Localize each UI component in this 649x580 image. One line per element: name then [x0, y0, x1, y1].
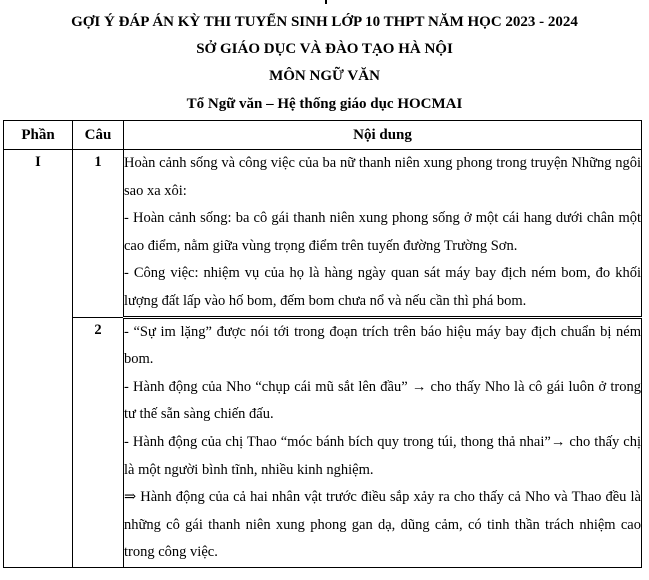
content-line: - Hành động của Nho “chụp cái mũ sắt lên đầu” → cho thấy Nho là cô gái luôn ở trong tư thế sẵn sàng chiến đấu. — [124, 378, 641, 423]
table-row — [4, 317, 642, 567]
content-line: - Công việc: nhiệm vụ của họ là hàng ngày quan sát máy bay địch ném bom, đo khối lượng đất lấp vào hố bom, đếm bom chưa nổ và nếu cần thì phá bom. — [124, 265, 641, 309]
content-line: - “Sự im lặng” được nói tới trong đoạn trích trên báo hiệu máy bay địch chuẩn bị ném bom. — [124, 323, 641, 368]
column-header-question: Câu — [73, 121, 124, 150]
subject-name: MÔN NGỮ VĂN — [269, 68, 380, 84]
answer-table — [3, 120, 642, 568]
content-line: Hoàn cảnh sống và công việc của ba nữ thanh niên xung phong trong truyện Những ngôi sao xa xôi: — [124, 155, 641, 199]
conclusion-line: ⇒ Hành động của cả hai nhân vật trước điều sắp xảy ra cho thấy cả Nho và Thao đều là những cô gái thanh niên xung phong gan dạ, dũng cảm, có tinh thần trách nhiệm cao trong công việc. — [124, 489, 641, 561]
document-title: GỢI Ý ĐÁP ÁN KỲ THI TUYỂN SINH LỚP 10 THPT NĂM HỌC 2023 - 2024 — [71, 14, 578, 30]
department-name: SỞ GIÁO DỤC VÀ ĐÀO TẠO HÀ NỘI — [196, 41, 453, 57]
content-cell — [124, 317, 642, 567]
part-cell: I — [4, 150, 73, 568]
question-cell: 1 — [73, 150, 124, 318]
column-header-content: Nội dung — [124, 121, 642, 150]
author-line: Tổ Ngữ văn – Hệ thống giáo dục HOCMAI — [186, 96, 463, 112]
content-line: - Hoàn cảnh sống: ba cô gái thanh niên xung phong sống ở một cái hang dưới chân một cao điểm, nằm giữa vùng trọng điểm trên tuyến đường Trường Sơn. — [124, 210, 641, 254]
content-line: - Hành động của chị Thao “móc bánh bích quy trong túi, thong thả nhai”→ cho thấy chị là một người bình tĩnh, nhiều kinh nghiệm. — [124, 433, 641, 478]
top-edge-mark — [325, 0, 327, 4]
table-header-row — [4, 121, 642, 150]
question-cell: 2 — [73, 317, 124, 567]
table-row — [4, 150, 642, 318]
column-header-part: Phần — [4, 121, 73, 150]
content-cell — [124, 150, 642, 318]
